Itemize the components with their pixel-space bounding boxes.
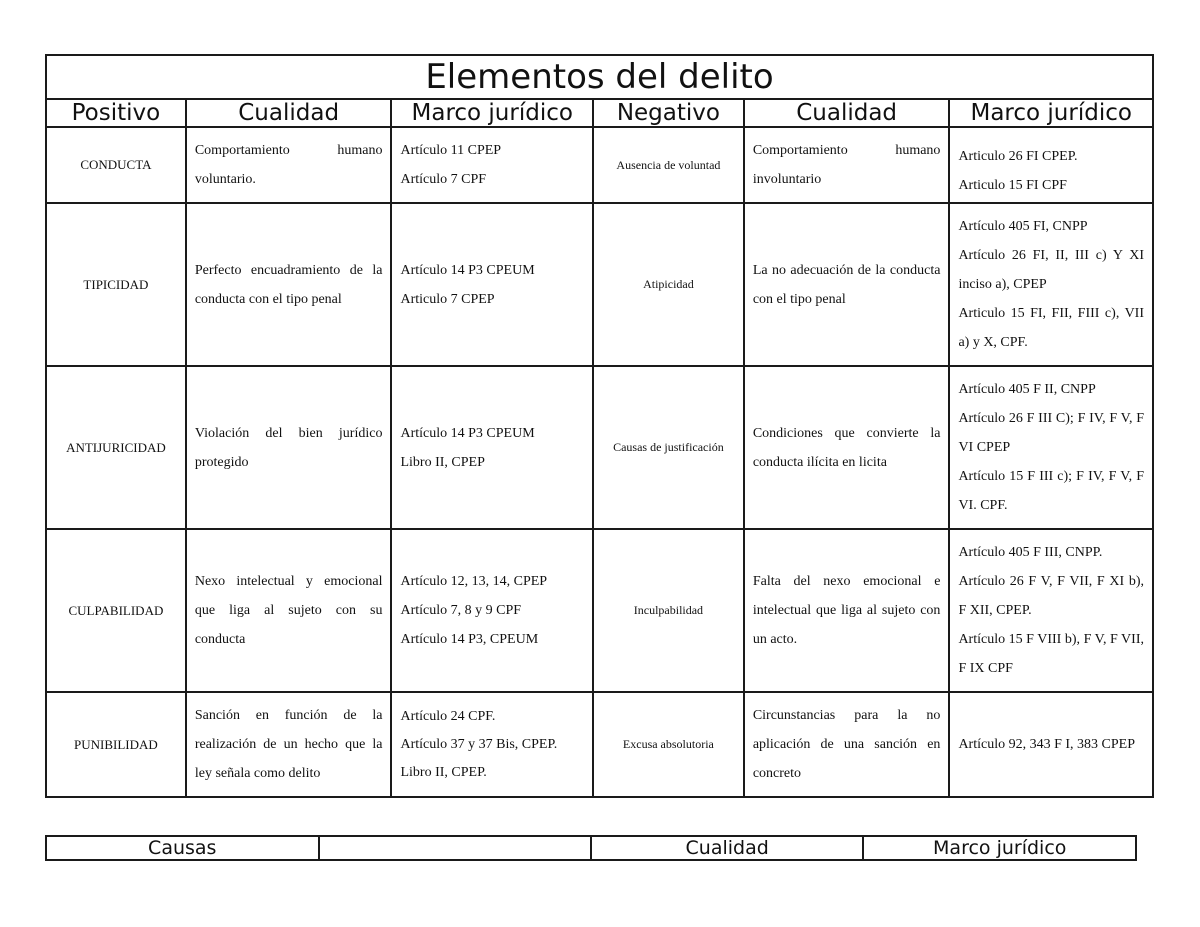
law-line: Articulo 15 FI CPF — [958, 178, 1067, 193]
causas-table — [45, 835, 1137, 861]
header-cualidad-neg: Cualidad — [744, 99, 950, 127]
law-line: Artículo 26 F V, F VII, F XI b), F XII, CPEP. — [958, 574, 1144, 618]
table-row — [46, 203, 1153, 366]
cualidad-pos-cell: Comportamiento humano voluntario. — [186, 127, 392, 203]
law-line: Artículo 7, 8 y 9 CPF — [400, 603, 522, 618]
cualidad-neg-cell: Falta del nexo emocional e intelectual que liga al sujeto con un acto. — [744, 529, 950, 692]
table-title: Elementos del delito — [46, 55, 1153, 99]
law-line: Artículo 24 CPF. — [400, 708, 496, 724]
law-line: Artículo 14 P3 CPEUM — [400, 425, 535, 441]
marco-neg-cell — [949, 127, 1153, 203]
marco-pos-cell — [391, 127, 593, 203]
marco-pos-cell — [391, 366, 593, 529]
positivo-cell: CONDUCTA — [46, 127, 186, 203]
law-line: Artículo 26 FI, II, III c) Y XI inciso a), CPEP — [958, 248, 1144, 292]
table-row — [46, 127, 1153, 203]
header-row — [46, 99, 1153, 127]
marco-pos-cell — [391, 529, 593, 692]
header-empty — [319, 836, 591, 860]
marco-neg-cell — [949, 529, 1153, 692]
law-line: Artículo 26 F III C); F IV, F V, F VI CPEP — [958, 411, 1144, 455]
cualidad-neg-cell: Circunstancias para la no aplicación de una sanción en concreto — [744, 692, 950, 797]
positivo-cell: CULPABILIDAD — [46, 529, 186, 692]
negativo-cell: Inculpabilidad — [593, 529, 744, 692]
marco-neg-cell — [949, 366, 1153, 529]
header-marco: Marco jurídico — [863, 836, 1136, 860]
law-line: Artículo 92, 343 F I, 383 CPEP — [958, 737, 1136, 752]
elementos-table — [45, 54, 1154, 798]
law-line: Libro II, CPEP. — [400, 764, 487, 780]
law-line: Artículo 7 CPF — [400, 172, 487, 187]
cualidad-neg-cell: La no adecuación de la conducta con el tipo penal — [744, 203, 950, 366]
law-line: Articulo 15 FI, FII, FIII c), VII a) y X, CPF. — [958, 306, 1144, 350]
header-row — [46, 836, 1136, 860]
header-positivo: Positivo — [46, 99, 186, 127]
law-line: Artículo 405 F III, CNPP. — [958, 545, 1103, 560]
negativo-cell: Atipicidad — [593, 203, 744, 366]
law-line: Artículo 15 F VIII b), F V, F VII, F IX CPF — [958, 632, 1144, 676]
negativo-cell: Ausencia de voluntad — [593, 127, 744, 203]
cualidad-pos-cell: Sanción en función de la realización de un hecho que la ley señala como delito — [186, 692, 392, 797]
cualidad-neg-cell: Condiciones que convierte la conducta ilícita en licita — [744, 366, 950, 529]
marco-neg-cell — [949, 692, 1153, 797]
negativo-cell: Causas de justificación — [593, 366, 744, 529]
law-line: Artículo 405 FI, CNPP — [958, 219, 1088, 234]
law-line: Artículo 37 y 37 Bis, CPEP. — [400, 736, 558, 752]
table-row — [46, 366, 1153, 529]
law-line: Articulo 7 CPEP — [400, 291, 495, 307]
table-row — [46, 529, 1153, 692]
law-line: Artículo 14 P3 CPEUM — [400, 262, 535, 278]
positivo-cell: ANTIJURICIDAD — [46, 366, 186, 529]
cualidad-pos-cell: Nexo intelectual y emocional que liga al sujeto con su conducta — [186, 529, 392, 692]
law-line: Artículo 12, 13, 14, CPEP — [400, 574, 548, 589]
header-cualidad-pos: Cualidad — [186, 99, 392, 127]
law-line: Artículo 405 F II, CNPP — [958, 382, 1096, 397]
law-line: Artículo 11 CPEP — [400, 143, 502, 158]
cualidad-pos-cell: Perfecto encuadramiento de la conducta con el tipo penal — [186, 203, 392, 366]
header-marco-neg: Marco jurídico — [949, 99, 1153, 127]
cualidad-pos-cell: Violación del bien jurídico protegido — [186, 366, 392, 529]
header-cualidad: Cualidad — [591, 836, 864, 860]
law-line: Libro II, CPEP — [400, 454, 485, 470]
cualidad-neg-cell: Comportamiento humano involuntario — [744, 127, 950, 203]
law-line: Articulo 26 FI CPEP. — [958, 149, 1078, 164]
table-row — [46, 692, 1153, 797]
law-line: Artículo 15 F III c); F IV, F V, F VI. CPF. — [958, 469, 1144, 513]
header-negativo: Negativo — [593, 99, 744, 127]
header-marco-pos: Marco jurídico — [391, 99, 593, 127]
negativo-cell: Excusa absolutoria — [593, 692, 744, 797]
law-line: Artículo 14 P3, CPEUM — [400, 632, 539, 647]
marco-pos-cell — [391, 692, 593, 797]
positivo-cell: TIPICIDAD — [46, 203, 186, 366]
positivo-cell: PUNIBILIDAD — [46, 692, 186, 797]
header-causas: Causas — [46, 836, 319, 860]
marco-neg-cell — [949, 203, 1153, 366]
marco-pos-cell — [391, 203, 593, 366]
